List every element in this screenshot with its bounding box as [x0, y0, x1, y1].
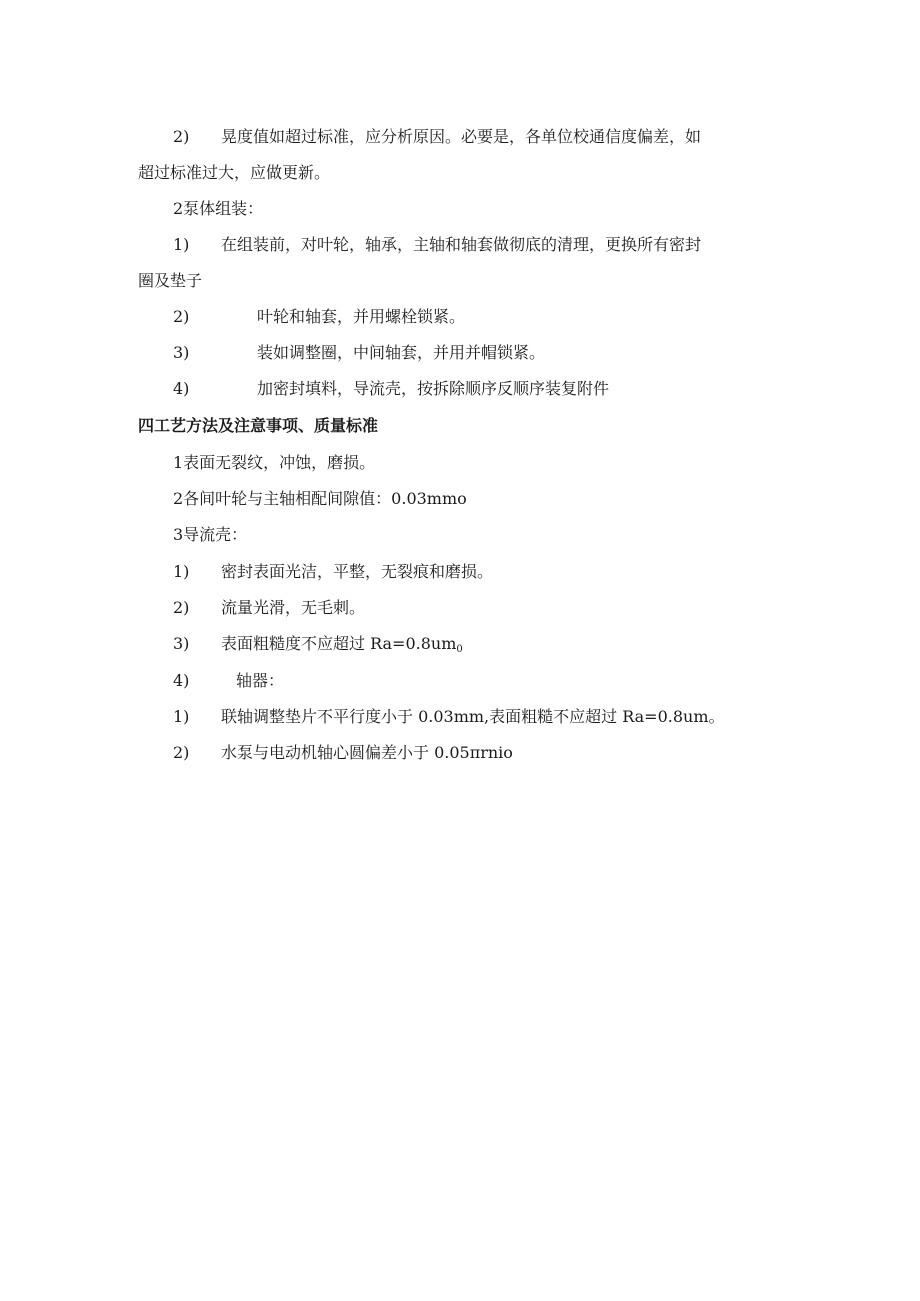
item-number: 3) [173, 634, 190, 653]
guide-shell-item-2 [173, 597, 365, 619]
heading-text: 四工艺方法及注意事项、质量标准 [138, 416, 379, 435]
pump-assembly-step-4 [173, 378, 609, 400]
item-text-continued: 超过标准过大，应做更新。 [138, 163, 331, 182]
item-text: 水泵与电动机轴心圆偏差小于 0.05πrnio [221, 743, 513, 762]
subscript: 0 [456, 644, 463, 655]
guide-shell-item-3 [173, 633, 463, 655]
step-text: 加密封填料，导流壳，按拆除顺序反顺序装复附件 [257, 379, 610, 398]
step-number: 2) [173, 307, 190, 326]
item-number: 2) [173, 598, 190, 617]
overhaul-item-2-continued [138, 162, 330, 184]
overhaul-item-2 [173, 126, 701, 148]
guide-shell-item-4 [173, 670, 284, 692]
step-text: 在组装前，对叶轮，轴承，主轴和轴套做彻底的清理，更换所有密封 [221, 235, 702, 254]
item-text: 1表面无裂纹，冲蚀，磨损。 [173, 453, 376, 472]
subsection-title: 2泵体组装： [173, 199, 264, 218]
pump-assembly-title [173, 198, 263, 220]
item-text: 表面粗糙度不应超过 Ra=0.8um [221, 634, 457, 653]
quality-item-3 [173, 524, 247, 546]
step-number: 1) [173, 235, 190, 254]
item-text: 轴器： [236, 671, 285, 690]
pump-assembly-step-2 [173, 306, 465, 328]
pump-assembly-step-1 [173, 234, 701, 256]
pump-assembly-step-3 [173, 342, 545, 364]
item-number: 4) [173, 671, 190, 690]
step-number: 4) [173, 379, 190, 398]
pump-assembly-step-1-continued [138, 270, 202, 292]
item-number: 1) [173, 562, 190, 581]
item-text: 联轴调整垫片不平行度小于 0.03mm,表面粗糙不应超过 Ra=0.8um。 [221, 707, 725, 726]
step-text: 叶轮和轴套，并用螺栓锁紧。 [257, 307, 466, 326]
item-text: 密封表面光洁，平整，无裂痕和磨损。 [221, 562, 494, 581]
item-number: 2) [173, 743, 190, 762]
section-heading [138, 415, 378, 437]
item-text: 流量光滑，无毛刺。 [221, 598, 366, 617]
item-text: 晃度值如超过标准，应分析原因。必要是，各单位校通信度偏差，如 [221, 127, 702, 146]
coupling-item-1 [173, 706, 725, 728]
step-number: 3) [173, 343, 190, 362]
item-number: 1) [173, 707, 190, 726]
item-text: 3导流壳： [173, 525, 248, 544]
quality-item-2 [173, 488, 467, 510]
coupling-item-2 [173, 742, 513, 764]
guide-shell-item-1 [173, 561, 493, 583]
step-text-continued: 圈及垫子 [138, 271, 203, 290]
item-text: 2各间叶轮与主轴相配间隙值：0.03mmo [173, 489, 467, 508]
item-number: 2) [173, 127, 190, 146]
step-text: 装如调整圈，中间轴套，并用并帽锁紧。 [257, 343, 546, 362]
quality-item-1 [173, 452, 375, 474]
